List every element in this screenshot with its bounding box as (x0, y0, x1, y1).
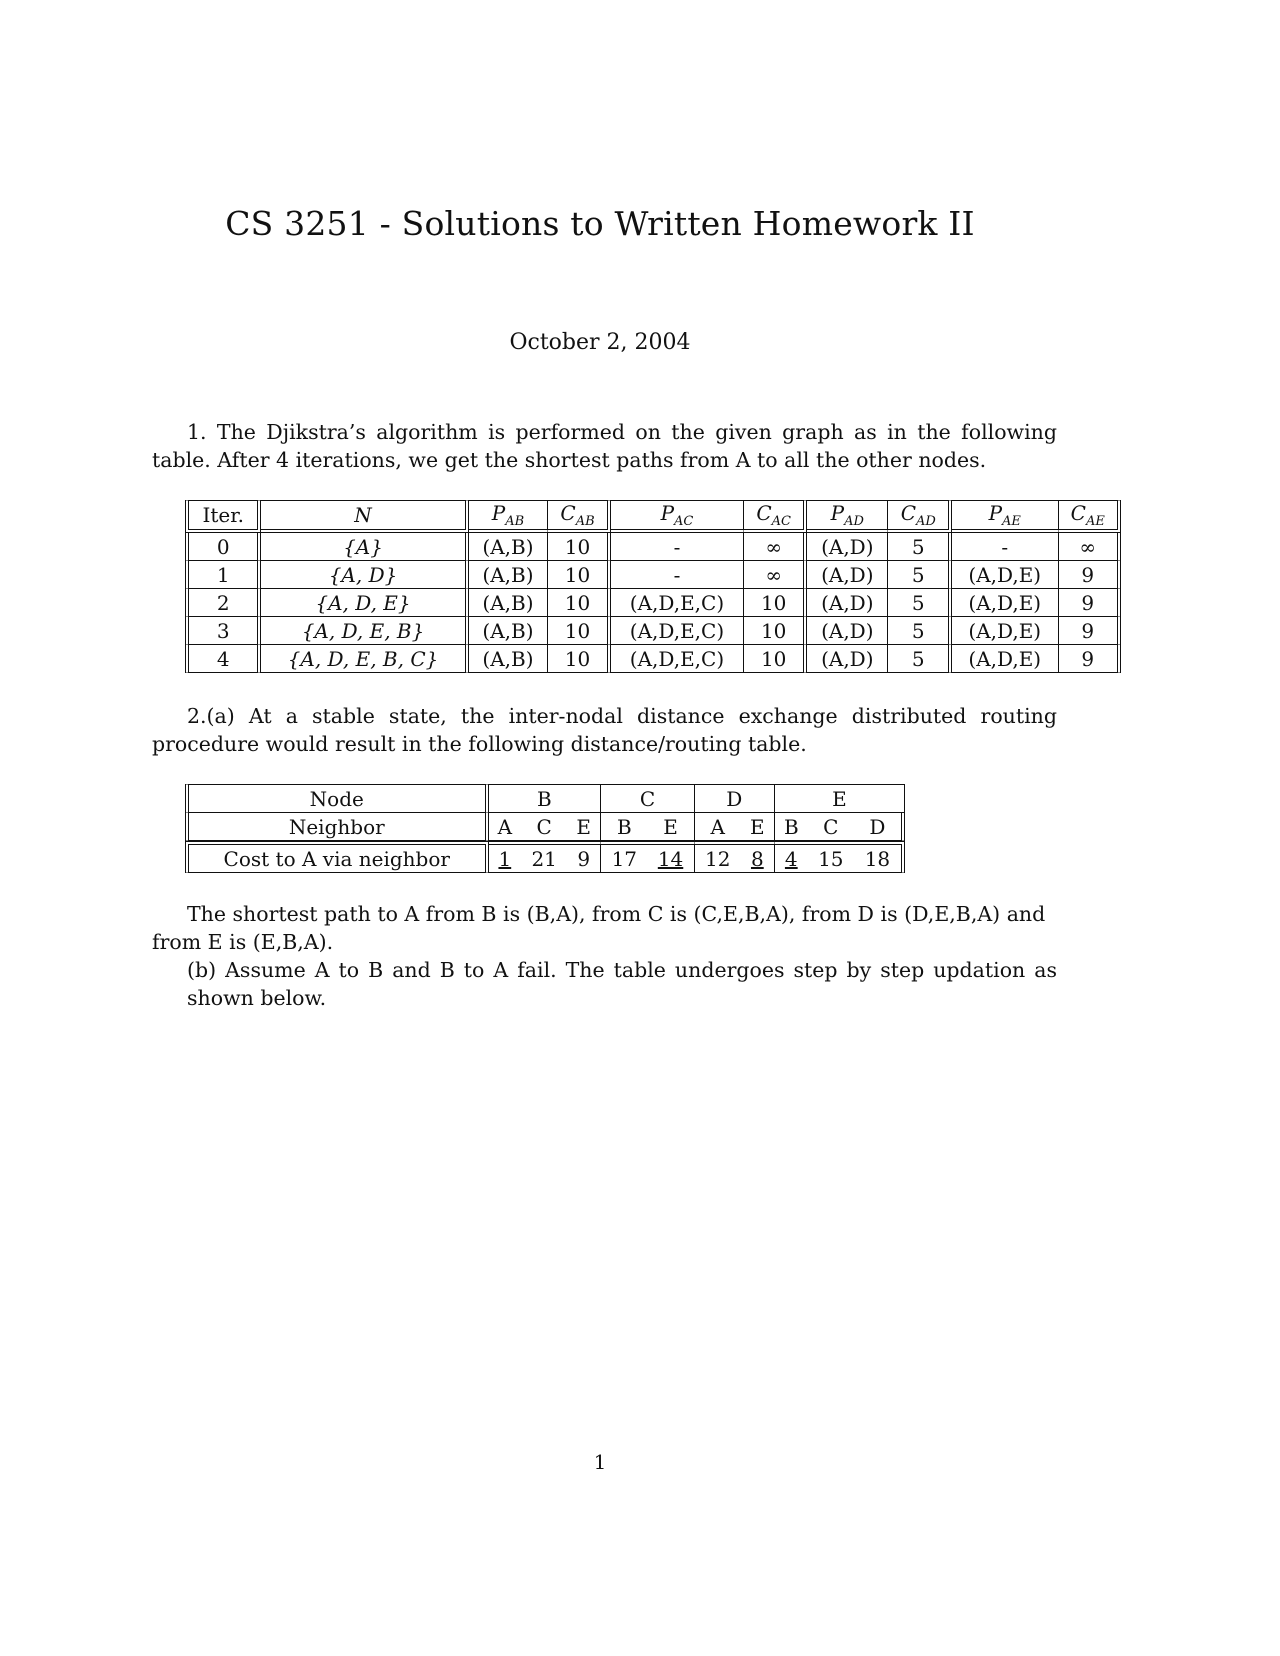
cell-cac: 10 (744, 645, 807, 673)
dijkstra-row (185, 645, 1121, 673)
cell-pae: - (952, 533, 1059, 561)
neighbor-cell: E (567, 813, 601, 841)
cell-cad: 5 (888, 645, 952, 673)
cell-pab: (A,B) (469, 589, 549, 617)
cost-cell: 12 (695, 841, 741, 873)
node-label: Node (185, 784, 489, 813)
cost-cell: 18 (854, 841, 905, 873)
shortest-path-text: The shortest path to A from B is (B,A), from C is (C,E,B,A), from D is (D,E,B,A) and (187, 902, 1046, 926)
neighbor-cell: C (521, 813, 567, 841)
cell-iter: 1 (185, 561, 261, 589)
cell-pae: (A,D,E) (952, 589, 1059, 617)
cell-pad: (A,D) (807, 617, 888, 645)
header-iter: Iter. (185, 500, 261, 533)
header-cac: $C_{AC}$ (744, 500, 807, 533)
question-1-text (152, 418, 1057, 474)
dijkstra-row (185, 561, 1121, 589)
cell-cac: ∞ (744, 533, 807, 561)
routing-neighbor-row (185, 813, 905, 841)
routing-node-row (185, 784, 905, 813)
dijkstra-row (185, 533, 1121, 561)
cell-cac: ∞ (744, 561, 807, 589)
page-number: 1 (593, 1450, 607, 1474)
cell-pae: (A,D,E) (952, 645, 1059, 673)
header-pac: $P_{AC}$ (611, 500, 744, 533)
dijkstra-row (185, 617, 1121, 645)
neighbor-cell: C (808, 813, 854, 841)
cell-iter: 0 (185, 533, 261, 561)
cell-pac: (A,D,E,C) (611, 645, 744, 673)
routing-cost-row (185, 841, 905, 873)
cell-n: {A} (261, 533, 468, 561)
cost-label: Cost to A via neighbor (185, 841, 489, 873)
cell-cab: 10 (548, 589, 610, 617)
cell-cac: 10 (744, 589, 807, 617)
header-pad: $P_{AD}$ (807, 500, 888, 533)
cell-pab: (A,B) (469, 533, 549, 561)
cell-n: {A, D} (261, 561, 468, 589)
document-date: October 2, 2004 (509, 330, 691, 355)
node-e: E (775, 784, 905, 813)
cell-cad: 5 (888, 533, 952, 561)
cell-pad: (A,D) (807, 589, 888, 617)
cell-cae: 9 (1059, 645, 1121, 673)
header-cab: $C_{AB}$ (548, 500, 610, 533)
cell-pae: (A,D,E) (952, 617, 1059, 645)
cell-cac: 10 (744, 617, 807, 645)
neighbor-cell: A (489, 813, 522, 841)
neighbor-cell: E (647, 813, 694, 841)
cost-cell: 1 (489, 841, 522, 873)
question-2a-text (152, 702, 1057, 758)
node-c: C (601, 784, 694, 813)
cell-pad: (A,D) (807, 645, 888, 673)
neighbor-label: Neighbor (185, 813, 489, 841)
cell-n: {A, D, E, B, C} (261, 645, 468, 673)
question-2a-body: 2.(a) At a stable state, the inter-nodal distance exchange distributed routing procedure would result in the following distance/routing table. (152, 704, 1057, 756)
cell-n: {A, D, E} (261, 589, 468, 617)
question-2b-text: (b) Assume A to B and B to A fail. The table undergoes step by step updation as shown below. (187, 958, 1057, 1010)
cell-cab: 10 (548, 617, 610, 645)
cell-pae: (A,D,E) (952, 561, 1059, 589)
document-title: CS 3251 - Solutions to Written Homework II (225, 204, 975, 243)
node-d: D (695, 784, 775, 813)
cell-pab: (A,B) (469, 645, 549, 673)
cost-cell: 17 (601, 841, 647, 873)
routing-table (185, 784, 905, 873)
header-pae: $P_{AE}$ (952, 500, 1059, 533)
cell-cab: 10 (548, 645, 610, 673)
dijkstra-header-row (185, 500, 1121, 533)
cell-pac: (A,D,E,C) (611, 589, 744, 617)
cell-cae: 9 (1059, 561, 1121, 589)
dijkstra-row (185, 589, 1121, 617)
cost-cell: 14 (647, 841, 694, 873)
dijkstra-table (185, 500, 1121, 673)
cost-cell: 21 (521, 841, 567, 873)
cell-cae: 9 (1059, 589, 1121, 617)
shortest-path-text-continued: from E is (E,B,A). (152, 930, 334, 954)
cell-cab: 10 (548, 561, 610, 589)
header-cad: $C_{AD}$ (888, 500, 952, 533)
neighbor-cell: A (695, 813, 741, 841)
cell-cae: ∞ (1059, 533, 1121, 561)
cost-cell: 9 (567, 841, 601, 873)
cost-cell: 8 (741, 841, 775, 873)
cell-pac: - (611, 533, 744, 561)
cell-iter: 4 (185, 645, 261, 673)
cell-pab: (A,B) (469, 617, 549, 645)
cell-pad: (A,D) (807, 561, 888, 589)
cell-pab: (A,B) (469, 561, 549, 589)
neighbor-cell: B (601, 813, 647, 841)
cost-cell: 15 (808, 841, 854, 873)
question-1-body: 1. The Djikstra’s algorithm is performed on the given graph as in the following table. After 4 iterations, we get the shortest paths from A to all the other nodes. (152, 420, 1057, 472)
cell-cae: 9 (1059, 617, 1121, 645)
header-n: N (261, 500, 468, 533)
cell-n: {A, D, E, B} (261, 617, 468, 645)
cell-cab: 10 (548, 533, 610, 561)
cell-pad: (A,D) (807, 533, 888, 561)
cell-cad: 5 (888, 561, 952, 589)
cell-cad: 5 (888, 589, 952, 617)
header-cae: $C_{AE}$ (1059, 500, 1121, 533)
cell-cad: 5 (888, 617, 952, 645)
question-2-answer (152, 900, 1057, 1012)
neighbor-cell: E (741, 813, 775, 841)
cost-cell: 4 (775, 841, 808, 873)
header-pab: $P_{AB}$ (469, 500, 549, 533)
cell-iter: 2 (185, 589, 261, 617)
node-b: B (489, 784, 602, 813)
cell-iter: 3 (185, 617, 261, 645)
neighbor-cell: B (775, 813, 808, 841)
neighbor-cell: D (854, 813, 905, 841)
cell-pac: - (611, 561, 744, 589)
cell-pac: (A,D,E,C) (611, 617, 744, 645)
